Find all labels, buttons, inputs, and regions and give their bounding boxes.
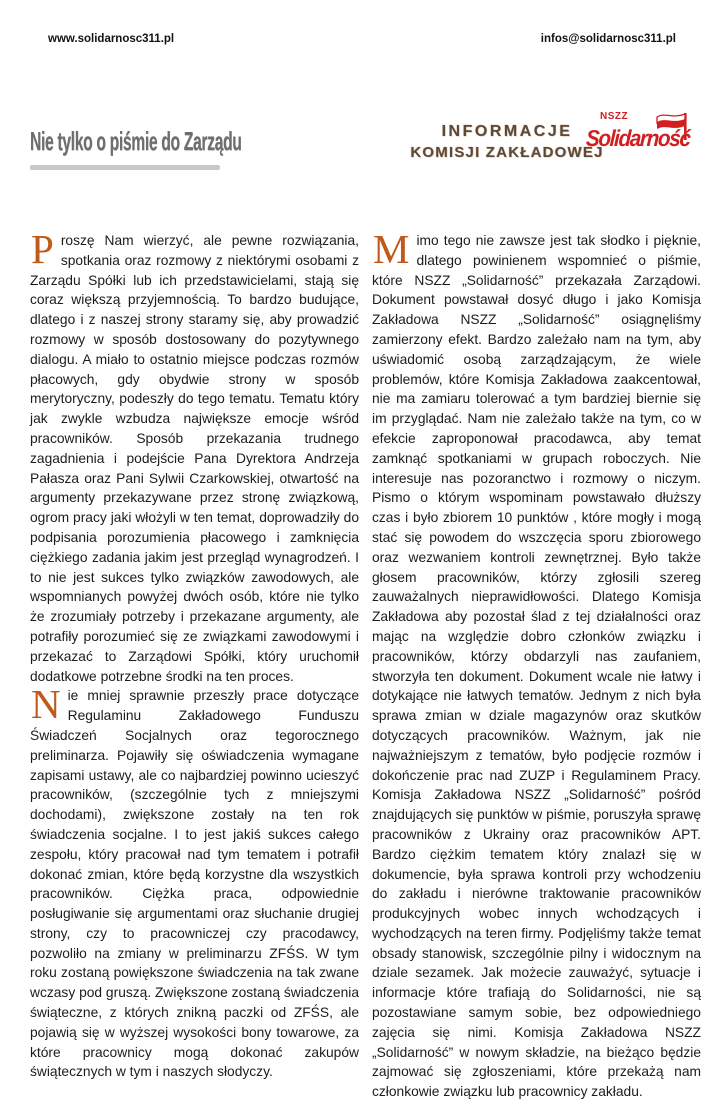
article-body [30,226,701,1102]
paragraph-2-text: ie mniej sprawnie przeszły prace dotyczące Regulaminu Zakładowego Funduszu Świadczeń Socjalnych oraz tegorocznego preliminarza. Pojawiły się oświadczenia wymagane zapisami ustawy, ale co najbardziej powinno ucieszyć pracowników, (szczególnie tych z mniejszymi dochodami), zwiększone zostały na ten rok świadczenia socjalne. I to jest jakiś sukces całego zespołu, który pracował nad tym tematem i potrafił dokonać zmian, które będą korzystne dla wszystkich pracowników. Ciężka praca, odpowiednie posługiwanie się argumentami oraz słuchanie drugiej strony, czy to pracowniczej czy pracodawcy, pozwoliło na zmiany w preliminarzu ZFŚS. W tym roku zostaną powiększone świadczenia na tak zwane wczasy pod gruszą. Zwiększone zostaną świadczenia świąteczne, z których znikną paczki od ZFŚS, ale pojawią się w wyższej wysokości bony towarowe, za które pracownicy mogą dokonać zakupów świątecznych w tym i naszych słodyczy. [30,688,359,1080]
info-heading [398,123,616,161]
page-header [48,33,676,45]
paragraph-3 [372,226,701,1102]
article-title: Nie tylko o piśmie do Zarządu [30,126,242,156]
contact-email: infos@solidarnosc311.pl [540,33,676,45]
right-column [372,226,701,1102]
paragraph-1-text: roszę Nam wierzyć, ale pewne rozwiązania, spotkania oraz rozmowy z niektórymi osobami z Zarządu Spółki lub ich przedstawicielami, stają się coraz większą przyjemnością. To bardzo budujące, dlatego i z naszej strony staramy się, aby prowadzić rozmowy w sposób dostosowany do pozytywnego dialogu. A miało to ostatnio miejsce podczas rozmów płacowych, gdy obydwie strony w sposób merytoryczny, podeszły do tego tematu. Tematu który jak zwykle wzbudza największe emocje wśród pracowników. Sposób przekazania trudnego zagadnienia i podejście Pana Dyrektora Andrzeja Pałasza oraz Pani Sylwii Czarkowskiej, otwartość na argumenty przekazywane przez stronę związkową, ogrom pracy jaki włożyli w ten temat, doprowadziły do podpisania porozumienia płacowego i zamknięcia ciężkiego zadania jakim jest przegląd wynagrodzeń. I to nie jest sukces tylko związków zawodowych, ale wspomnianych powyżej dwóch osób, które nie tylko że zrozumiały potrzeby i przekazane argumenty, ale potrafiły porozumieć się ze związkami zawodowymi i przekazać to Zarządowi Spółki, który uruchomił dodatkowe potrzebne środki na ten proces. [30,233,359,684]
title-underline [30,165,220,170]
info-heading-line1: INFORMACJE [441,123,573,140]
paragraph-3-text: imo tego nie zawsze jest tak słodko i pięknie, dlatego powinienem wspomnieć o piśmie, które NSZZ „Solidarność” przekazała Zarządowi. Dokument powstawał dosyć długo i jako Komisja Zakładowa NSZZ „Solidarność” osiągnęliśmy zamierzony efekt. Bardzo zależało nam na tym, aby uświadomić osobą zarządzającym, że wiele problemów, które Komisja Zakładowa zaakcentował, nie ma zamiaru tolerować a tym bardziej biernie się im przyglądać. Nam nie zależało także na tym, co w efekcie zaproponował pracodawca, aby temat zamknąć spotkaniami w grupach roboczych. Nie interesuje nas pozoranctwo i rozmowy o niczym. Pismo o którym wspominam powstawało dłuższy czas i było zbiorem 10 punktów , które mogły i mogą stać się powodem do wszczęcia sporu zbiorowego oraz wezwaniem kontroli zewnętrznej. Było także głosem pracowników, którzy zgłosili szereg zauważalnych nieprawidłowości. Dlatego Komisja Zakładowa aby pozostał ślad z tej działalności oraz mając na względzie dobro członków związku i pracowników, którzy obdarzyli nas zaufaniem, stworzyła ten dokument. Dokument wcale nie łatwy i dotykające nie łatwych tematów. Jednym z nich była sprawa zmian w dziale magazynów oraz skutków dotyczących pracowników. Ważnym, jak nie najważniejszym z tematów, było podjęcie rozmów i dokończenie prac nad ZUZP i Regulaminem Pracy. Komisja Zakładowa NSZZ „Solidarność” pośród znajdujących się punktów w piśmie, poruszyła sprawę pracowników z Ukrainy oraz pracowników APT. Bardzo ciężkim tematem który znalazł się w dokumencie, była sprawa kontroli przy wchodzeniu do zakładu i nierówne traktowanie pracowników produkcyjnych wobec innych wchodzących i wychodzących na teren firmy. Podjęliśmy także temat obsady stanowisk, szczególnie pilny i widocznym na dziale sezamek. Jak możecie zauważyć, sytuacje i informacje które trafiają do Solidarności, nie są pozostawiane samym sobie, bez odpowiedniego zajęcia się nimi. Komisja Zakładowa NSZZ „Solidarność” w nowym składzie, na bieżąco będzie zajmować się zgłoszeniami, które przekażą nam członkowie związku lub pracownicy zakładu. [372,233,701,1100]
drop-cap-m: M [373,226,410,272]
paragraph-1 [30,226,359,686]
website-url: www.solidarnosc311.pl [48,33,175,45]
info-heading-line2: KOMISJI ZAKŁADOWEJ [410,144,604,161]
left-column [30,226,359,1102]
drop-cap-p: P [31,226,54,272]
paragraph-2 [30,681,359,1082]
logo-wordmark: Solidarność [585,125,691,151]
article-title-block [30,126,350,170]
logo-nszz-label: NSZZ [600,111,629,122]
solidarnosc-logo [586,111,704,183]
drop-cap-n: N [31,681,61,728]
